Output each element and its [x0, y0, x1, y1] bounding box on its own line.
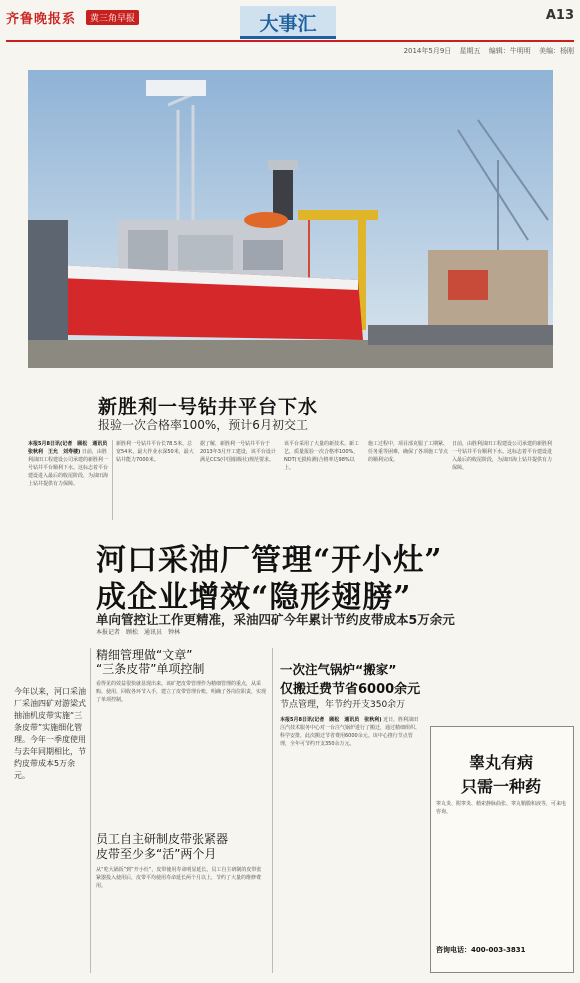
ad-body: 睾丸炎、附睾炎、精索静脉曲张、睾丸鞘膜积液等，可来电咨询。: [436, 801, 567, 815]
story3-subhead: 节点管理，年节约开支350余万: [280, 700, 406, 710]
story2-sec1-title-a: 精细管理做“文章”: [96, 648, 193, 662]
story1-body2: 新胜利一号钻井平台长78.5米，总宽54米，最大作业水深50米，最大钻井能力7000米。: [116, 441, 194, 463]
story1-headline: 新胜利一号钻井平台下水: [98, 396, 319, 418]
page-number: A13: [545, 8, 574, 23]
story1-col6: [452, 440, 552, 520]
col-divider: [272, 648, 273, 973]
story1-body1: 日前，由胜利油田工程建设公司承建的新胜利一号钻井平台顺利下水。这标志着平台建设进入最后的收尾阶段，为油田海上钻井提供有力保障。: [28, 449, 109, 487]
story2-sec1-title-b: “三条皮带”单项控制: [96, 662, 205, 676]
masthead-rule: [6, 40, 574, 42]
story2-sec2-title-a: 员工自主研制皮带张紧器: [96, 832, 229, 846]
story3-text: 近日，胜利油田注汽技术服务中心对一台注气锅炉进行了搬迁，通过精细组织、科学安排，此次搬迁节省费用6000余元。该中心推行节点管理，全年可节约开支350余万元。: [280, 717, 421, 747]
story3-headline-line1: 一次注气锅炉“搬家”: [280, 662, 397, 677]
date: 2014年5月9日: [403, 47, 452, 55]
drilling-platform-photo: [28, 70, 553, 368]
ad-title-line2: 只需一种药: [460, 777, 541, 796]
story2-subhead: 单向管控让工作更精准，采油四矿今年累计节约皮带成本5万余元: [96, 612, 455, 627]
story1-col1: [28, 440, 113, 520]
story1-col2: [116, 440, 196, 520]
story3-body: [280, 716, 422, 971]
newspaper-brand: 齐鲁晚报系: [6, 12, 77, 27]
editor: 编辑：牛明明: [488, 47, 531, 55]
brand-sub-badge: 黄三角早报: [86, 10, 139, 25]
story1-body6: 日前，由胜利油田工程建设公司承建的新胜利一号钻井平台顺利下水。这标志着平台建设进入最后的收尾阶段，为油田海上钻井提供有力保障。: [452, 441, 553, 471]
story2-side-column: 今年以来，河口采油厂采油四矿对游梁式抽油机皮带实施“三条皮带”实施细化管理。今年一季度使用与去年同期相比，节约皮带成本5万余元。: [14, 687, 86, 780]
col-divider: [112, 440, 113, 520]
col-divider: [90, 648, 91, 973]
story1-col5: [368, 440, 448, 520]
ad-title-line1: 睾丸有病: [468, 753, 533, 772]
weekday: 星期五: [459, 47, 481, 55]
story3-headline-line2: 仅搬迁费节省6000余元: [280, 682, 421, 697]
story2-headline-line1: 河口采油厂管理“开小灶”: [96, 543, 443, 578]
story1-byline: 本报5月8日讯(记者 顾松 通讯员 张秋利 王允 刘寿楼): [28, 441, 113, 455]
story2-sec1-body: 看得见的效益很快就显现出来。该矿把皮带管理作为精细管理的重点，从采购、使用、回收各环节入手，建立了皮带管理台账，明确了各岗位职责，实现了单项控制。: [96, 681, 267, 703]
story2-byline: 本报记者 顾松 通讯员 钟林: [96, 629, 181, 636]
story1-body3: 据了解，新胜利一号钻井平台于2013年3月开工建设，该平台设计满足CCS(中国船级社)规范要求。: [200, 441, 276, 463]
story2-sec2-body: 从“吃大锅饭”到“开小灶”，皮带使用寿命明显延长。员工自主研制的皮带张紧器投入使用后，皮带平均使用寿命延长两个月以上，节约了大量的维修费用。: [96, 867, 262, 889]
story2-headline-line2: 成企业增效“隐形翅膀”: [96, 580, 412, 615]
story3-byline: 本报5月8日讯(记者 顾松 通讯员 张秋利): [280, 717, 382, 723]
photo-illustration: [28, 70, 553, 368]
story2-sec2-title-b: 皮带至少多“活”两个月: [96, 847, 217, 861]
story1-col3: [200, 440, 280, 520]
section-title: 大事汇: [259, 13, 317, 35]
story1-body5: 施工过程中，项目部克服了工期紧、任务重等困难，确保了各项施工节点的顺利完成。: [368, 441, 449, 463]
story1-subhead: 报验一次合格率100%，预计6月初交工: [98, 418, 308, 432]
ad-phone: 咨询电话：400-003-3831: [436, 946, 526, 954]
dateline: [398, 46, 574, 56]
story1-col4: [284, 440, 364, 520]
story1-body4: 该平台采用了大量的新技术、新工艺，质量报验一次合格率100%，NDT(无损检测)合格率达98%以上。: [284, 441, 360, 471]
designer: 美编：杨刚: [539, 47, 574, 55]
